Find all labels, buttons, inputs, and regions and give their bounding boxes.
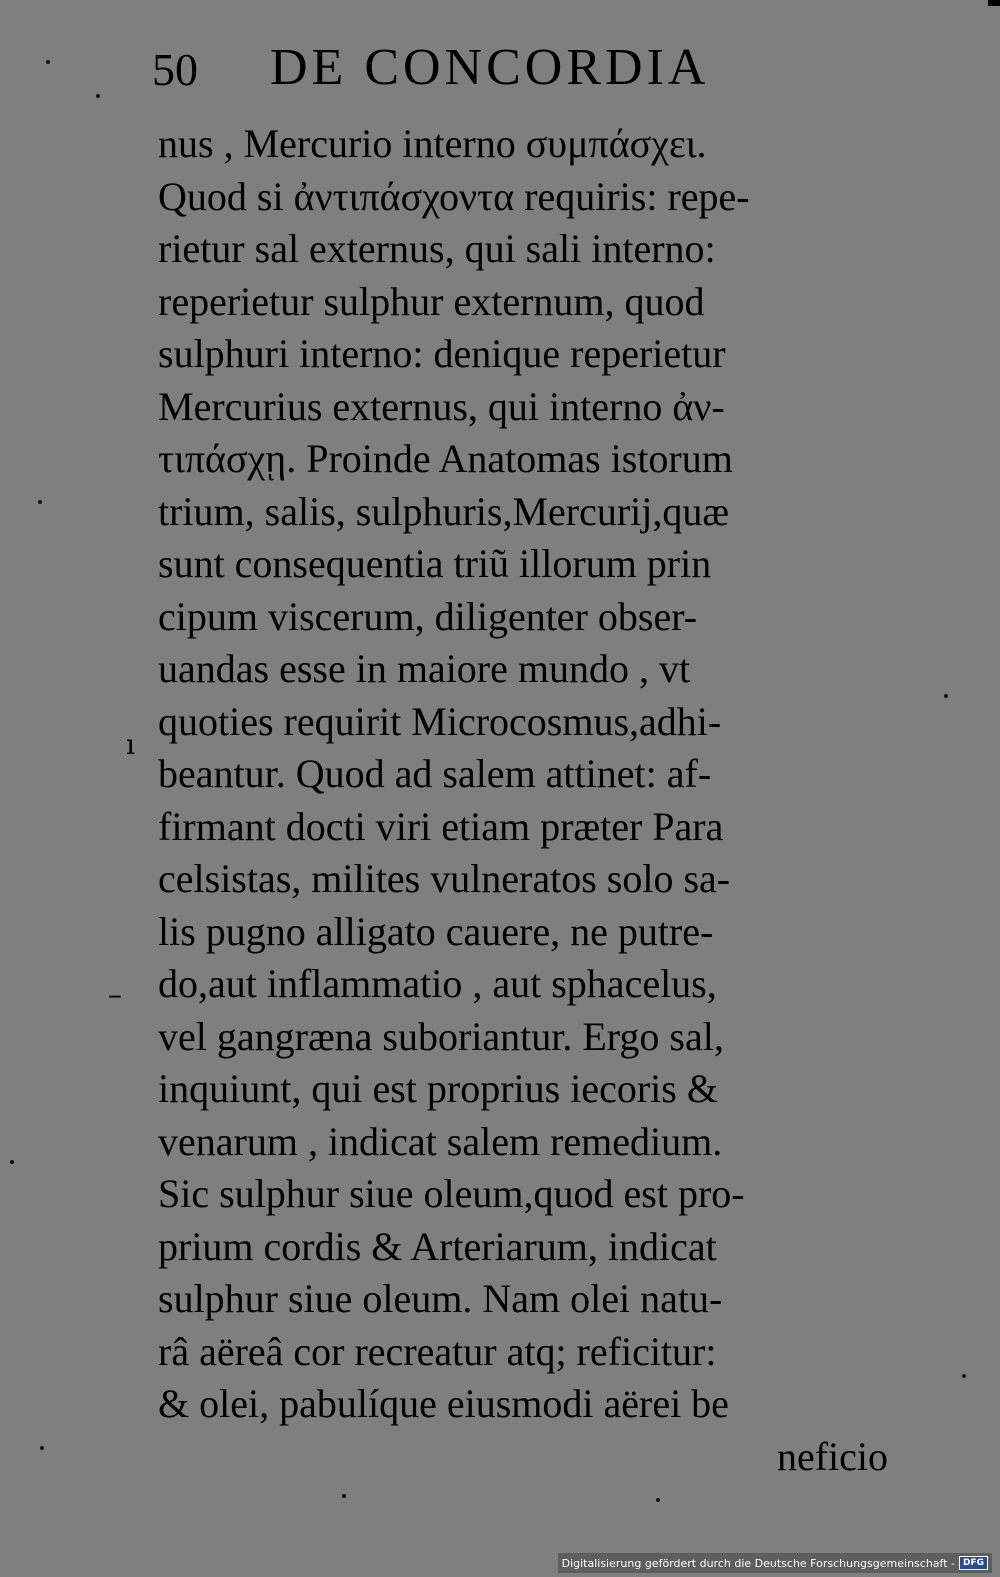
scan-corner-mark xyxy=(988,0,1000,6)
text-line: firmant docti viri etiam præter Para xyxy=(158,803,724,849)
text-line: sulphuri interno: denique reperietur xyxy=(158,331,726,376)
page-header xyxy=(152,38,812,108)
text-line: reperietur sulphur externum, quod xyxy=(158,278,705,324)
text-line: inquiunt, qui est proprius iecoris & xyxy=(158,1066,718,1111)
text-line: do,aut inflammatio , aut sphacelus, xyxy=(158,961,717,1006)
text-line: venarum , indicat salem remedium. xyxy=(158,1118,723,1164)
text-line: cipum viscerum, diligenter obser- xyxy=(158,593,698,639)
running-head: DE CONCORDIA xyxy=(270,39,710,96)
margin-mark: – xyxy=(108,978,122,1011)
text-line: Sic sulphur siue oleum,quod est pro- xyxy=(158,1171,745,1216)
catchword: neficio xyxy=(776,1433,888,1479)
text-line: sulphur siue oleum. Nam olei natu- xyxy=(158,1276,723,1321)
text-line: τιπάσχῃ. Proinde Anatomas istorum xyxy=(158,436,733,481)
text-line: & olei, pabulíque eiusmodi aërei be xyxy=(158,1381,729,1426)
text-line: beantur. Quod ad salem attinet: af- xyxy=(158,751,712,796)
text-line: sunt consequentia triũ illorum prin xyxy=(158,541,712,586)
text-line: râ aëreâ cor recreatur atq; reficitur: xyxy=(158,1328,717,1374)
text-line: rietur sal externus, qui sali interno: xyxy=(158,226,716,271)
credit-text: Digitalisierung gefördert durch die Deutsche Forschungsgemeinschaft - xyxy=(561,1556,955,1570)
text-line: lis pugno alligato cauere, ne putre- xyxy=(158,908,714,954)
scan-speck xyxy=(40,1446,44,1450)
text-line: uandas esse in maiore mundo , vt xyxy=(158,646,691,691)
text-line: prium cordis & Arteriarum, indicat xyxy=(158,1223,717,1269)
scan-speck xyxy=(944,694,948,698)
body-text xyxy=(158,118,898,1483)
text-line: quoties requirit Microcosmus,adhi- xyxy=(158,698,722,744)
page-number: 50 xyxy=(152,44,198,95)
digitization-credit xyxy=(558,1553,992,1573)
scan-speck xyxy=(962,1374,966,1378)
margin-mark: ı xyxy=(126,728,135,761)
scan-speck xyxy=(96,94,100,98)
scan-speck xyxy=(656,1498,660,1502)
scan-speck xyxy=(10,1160,14,1164)
text-line: celsistas, milites vulneratos solo sa- xyxy=(158,856,731,901)
text-line: Quod si ἀντιπάσχοντα requiris: repe- xyxy=(158,173,750,219)
scan-speck xyxy=(342,1494,346,1498)
scan-speck xyxy=(46,60,50,64)
text-line: trium, salis, sulphuris,Mercurij,quæ xyxy=(158,488,730,534)
text-line: Mercurius externus, qui interno ἀν- xyxy=(158,383,725,429)
scan-speck xyxy=(38,500,42,504)
text-line: vel gangræna suboriantur. Ergo sal, xyxy=(158,1013,724,1059)
dfg-logo: DFG xyxy=(959,1556,988,1570)
text-line: nus , Mercurio interno συμπάσχει. xyxy=(158,121,707,166)
